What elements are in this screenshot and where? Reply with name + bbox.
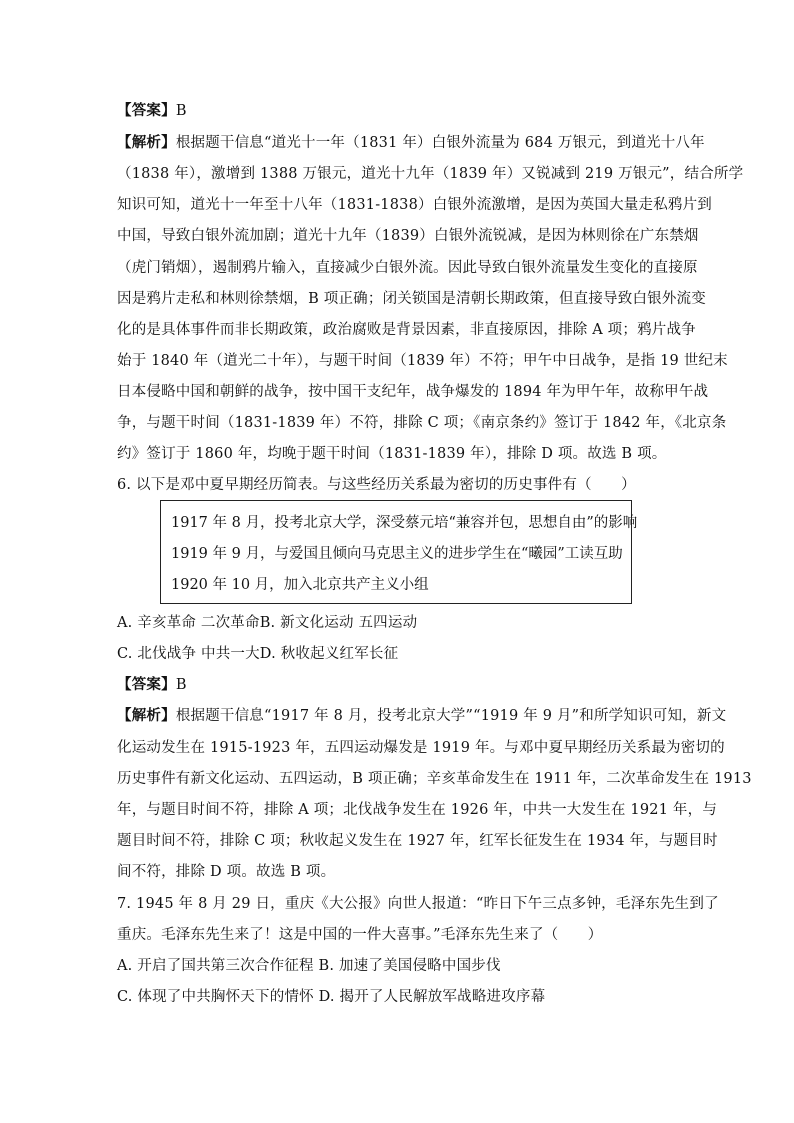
answer-tag: 【答案】 <box>117 102 176 119</box>
analysis-tag: 【解析】 <box>117 707 176 724</box>
q7-stem: 重庆。毛泽东先生来了！这是中国的一件大喜事。”毛泽东先生来了（ ） <box>117 927 603 943</box>
q5-analysis-line: 日本侵略中国和朝鲜的战争，按中国干支纪年，战争爆发的 1894 年为甲午年，故称甲午战 <box>117 384 709 400</box>
analysis-tag: 【解析】 <box>117 134 176 151</box>
q5-analysis-line: 约》签订于 1860 年，均晚于题干时间（1831-1839 年），排除 D 项。故选 B 项。 <box>117 446 667 462</box>
q7-options-row: A. 开启了国共第三次合作征程 B. 加速了美国侵略中国步伐 <box>117 958 501 974</box>
q7-stem: 7. 1945 年 8 月 29 日，重庆《大公报》向世人报道：“昨日下午三点多钟，毛泽东先生到了 <box>117 896 719 912</box>
q5-analysis-line: 因是鸦片走私和林则徐禁烟，B 项正确；闭关锁国是清朝长期政策，但直接导致白银外流变 <box>117 291 706 307</box>
q6-analysis-line <box>117 706 726 726</box>
q5-analysis-line: 化的是具体事件而非长期政策，政治腐败是背景因素，非直接原因，排除 A 项；鸦片战争 <box>117 322 696 338</box>
q6-answer-line <box>117 675 187 695</box>
answer-value: B <box>175 677 187 693</box>
q6-experience-table <box>160 500 638 604</box>
q5-analysis-line: （1838 年），激增到 1388 万银元，道光十九年（1839 年）又锐减到 219 万银元”，结合所学 <box>117 166 744 182</box>
q6-analysis-line: 历史事件有新文化运动、五四运动，B 项正确；辛亥革命发生在 1911 年，二次革命发生在 1913 <box>117 771 752 787</box>
q5-analysis-line <box>117 133 705 153</box>
q7-options-row: C. 体现了中共胸怀天下的情怀 D. 揭开了人民解放军战略进攻序幕 <box>117 989 546 1005</box>
q6-analysis-line: 年，与题目时间不符，排除 A 项；北伐战争发生在 1926 年，中共一大发生在 1921 年，与 <box>117 802 718 818</box>
q6-options-row: C. 北伐战争 中共一大D. 秋收起义红军长征 <box>117 646 399 662</box>
q5-answer-line <box>117 101 187 121</box>
q5-analysis-line: （虎门销烟），遏制鸦片输入，直接减少白银外流。因此导致白银外流量发生变化的直接原 <box>117 260 698 276</box>
q6-analysis-line: 化运动发生在 1915-1923 年，五四运动爆发是 1919 年。与邓中夏早期经历关系最为密切的 <box>117 740 725 756</box>
answer-value: B <box>175 103 187 119</box>
q5-analysis-line: 始于 1840 年（道光二十年），与题干时间（1839 年）不符；甲午中日战争，是指 19 世纪末 <box>117 353 728 369</box>
q5-analysis-line: 中国，导致白银外流加剧；道光十九年（1839）白银外流锐减，是因为林则徐在广东禁烟 <box>117 228 699 244</box>
q6-analysis-line: 题目时间不符，排除 C 项；秋收起义发生在 1927 年，红军长征发生在 1934 年，与题目时 <box>117 833 718 849</box>
analysis-text: 根据题干信息“1917 年 8 月，投考北京大学”“1919 年 9 月”和所学知识可知，新文 <box>175 708 727 724</box>
q6-stem: 6. 以下是邓中夏早期经历简表。与这些经历关系最为密切的历史事件有（ ） <box>117 477 636 493</box>
table-row: 1919 年 9 月，与爱国且倾向马克思主义的进步学生在“曦园”工读互助 <box>171 546 623 562</box>
analysis-text: 根据题干信息“道光十一年（1831 年）白银外流量为 684 万银元，到道光十八年 <box>175 135 705 151</box>
table-row: 1917 年 8 月，投考北京大学，深受蔡元培“兼容并包，思想自由”的影响 <box>171 515 638 531</box>
answer-tag: 【答案】 <box>117 676 176 693</box>
q5-analysis-line: 争，与题干时间（1831-1839 年）不符，排除 C 项；《南京条约》签订于 1842 年，《北京条 <box>117 415 727 431</box>
q6-options-row: A. 辛亥革命 二次革命B. 新文化运动 五四运动 <box>117 615 418 631</box>
table-row: 1920 年 10 月，加入北京共产主义小组 <box>171 577 429 593</box>
q5-analysis-line: 知识可知，道光十一年至十八年（1831-1838）白银外流激增，是因为英国大量走私鸦片到 <box>117 197 712 213</box>
q6-analysis-line: 间不符，排除 D 项。故选 B 项。 <box>117 864 336 880</box>
